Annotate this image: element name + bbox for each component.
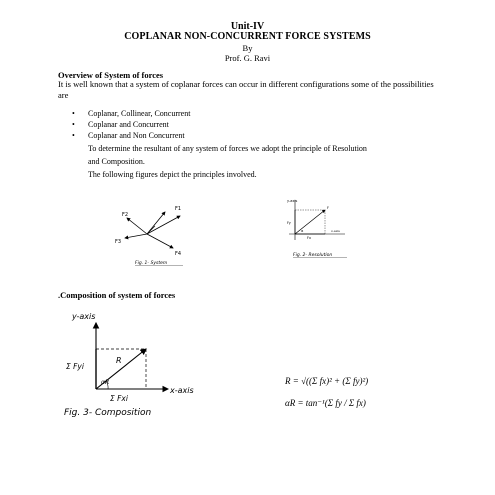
author-name: Prof. G. Ravi [224,53,271,63]
resultant-equation: R = √((Σ fx)² + (Σ fy)²) [285,376,369,386]
note-line: and Composition. [88,157,145,166]
angle-label: α [301,229,304,233]
list-item: • Coplanar, Collinear, Concurrent [72,109,191,118]
angle-equation: αR = tan⁻¹(Σ fy / Σ fx) [285,398,366,408]
figure-system [105,198,200,268]
bullet-icon: • [72,109,75,118]
x-axis-label: x-axis [170,386,194,395]
figure-caption: Fig. 1- System [135,261,168,266]
y-axis-label: y-axis [287,199,298,203]
sum-fy-label: Σ Fyi [66,362,84,371]
component-label: Fx [307,236,312,240]
angle-label: αR [101,379,110,386]
overview-paragraph: It is well known that a system of coplanar forces can occur in different configurations some of the possibilities are [58,79,434,100]
list-item: • Coplanar and Concurrent [72,120,169,129]
force-label: F3 [115,239,122,245]
figure-caption: Fig. 2- Resolution [293,253,333,258]
note-line: To determine the resultant of any system of forces we adopt the principle of Resolution [88,144,367,153]
y-axis-label: y-axis [72,312,96,321]
figure-composition [60,305,220,423]
composition-heading: .Composition of system of forces [58,290,176,300]
force-label: F2 [122,212,129,218]
document-title: COPLANAR NON-CONCURRENT FORCE SYSTEMS [124,31,371,42]
unit-heading: Unit-IV [230,21,265,32]
note-line: The following figures depict the principles involved. [88,170,257,179]
figure-caption: Fig. 3- Composition [64,408,152,418]
bullet-icon: • [72,131,75,140]
force-label: F [327,206,330,210]
sum-fx-label: Σ Fxi [110,394,128,403]
force-label: F1 [175,206,182,212]
resultant-label: R [116,356,122,365]
x-axis-label: x-axis [331,229,340,233]
component-label: Fy [287,221,291,225]
list-item: • Coplanar and Non Concurrent [72,131,185,140]
by-line: By [242,43,253,53]
bullet-icon: • [72,120,75,129]
force-label: F4 [175,251,182,257]
overview-heading: Overview of System of forces [58,70,164,80]
figure-resolution [283,196,358,264]
